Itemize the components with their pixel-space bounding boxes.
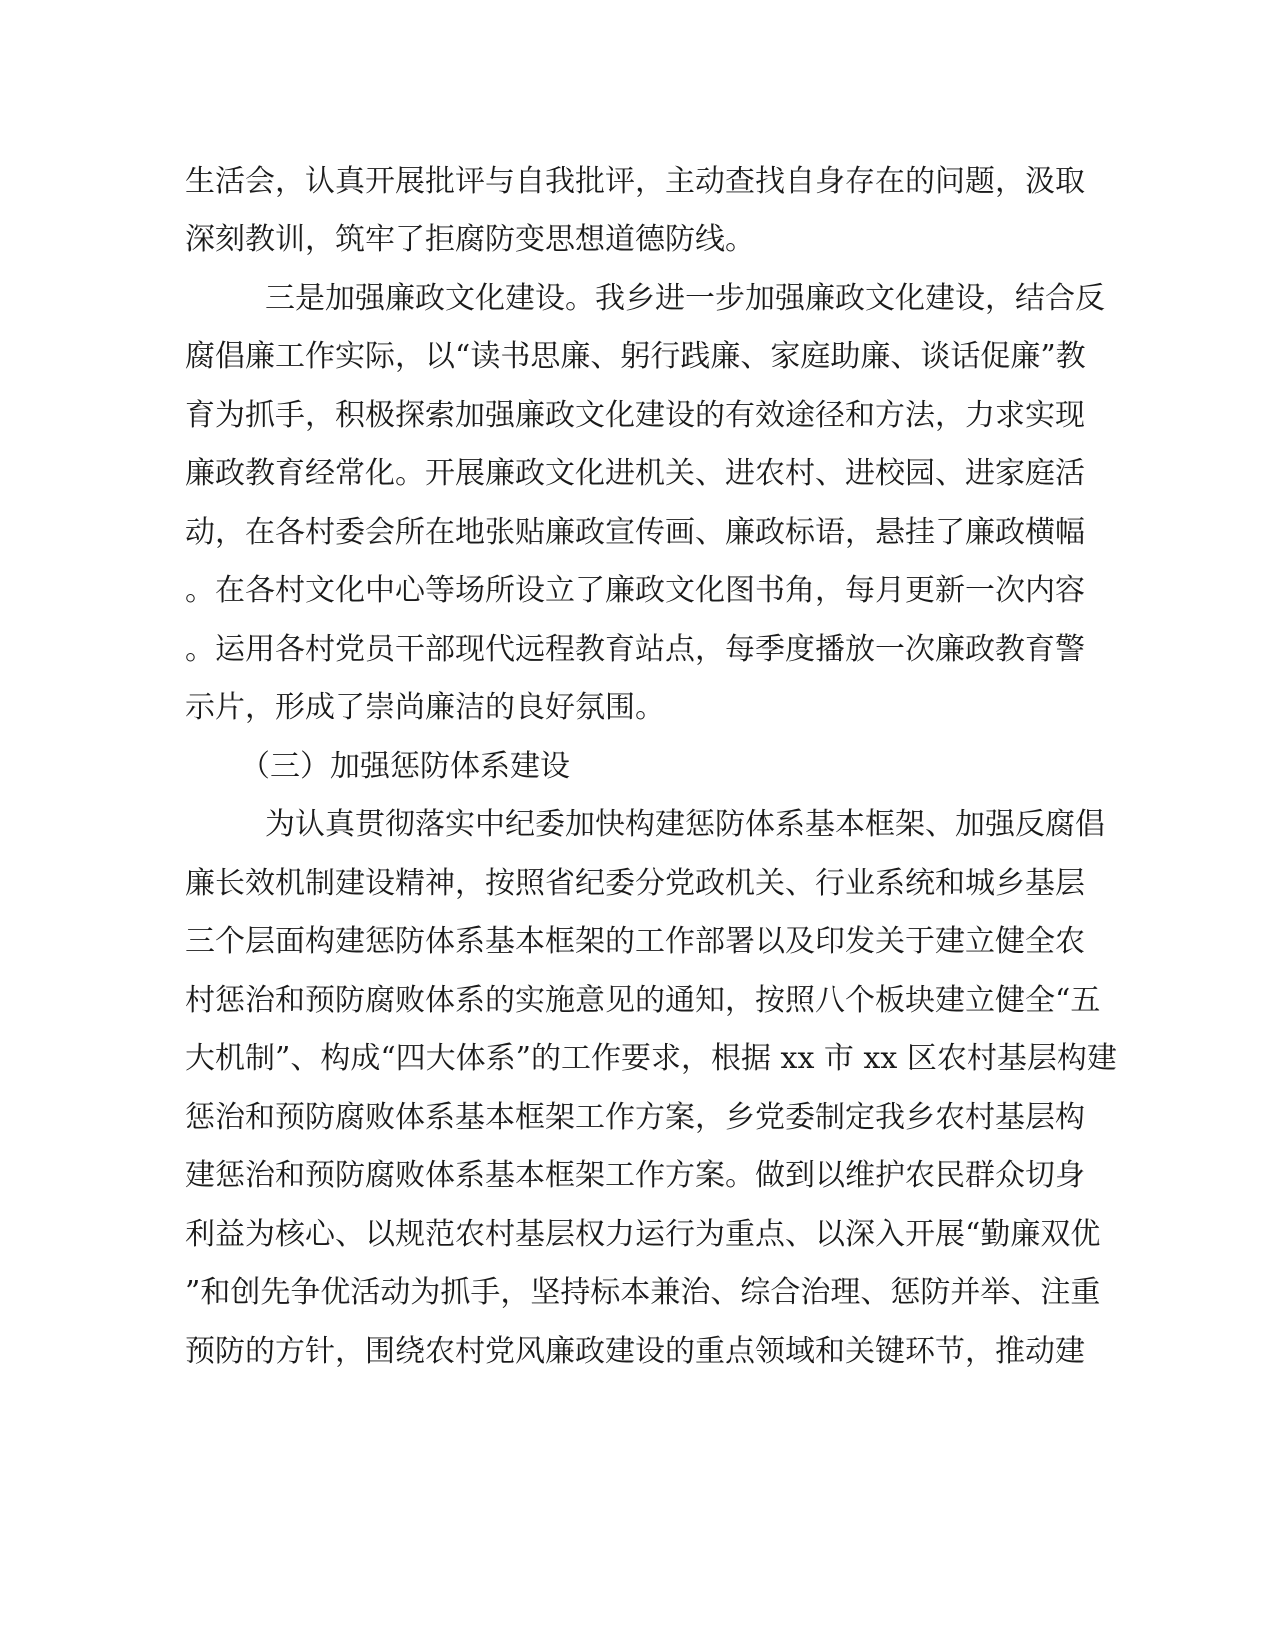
body-text-line: 示片，形成了崇尚廉洁的良好氛围。 (185, 690, 665, 725)
body-text-line: 惩治和预防腐败体系基本框架工作方案，乡党委制定我乡农村基层构 (185, 1100, 1085, 1135)
body-text-line: 深刻教训，筑牢了拒腐防变思想道德防线。 (185, 222, 755, 257)
body-text-line: 。在各村文化中心等场所设立了廉政文化图书角，每月更新一次内容 (185, 573, 1085, 608)
body-text-line: 生活会，认真开展批评与自我批评，主动查找自身存在的问题，汲取 (185, 164, 1085, 199)
paragraph-first-line: 为认真贯彻落实中纪委加快构建惩防体系基本框架、加强反腐倡 (265, 807, 1105, 842)
body-text-line: 廉长效机制建设精神，按照省纪委分党政机关、行业系统和城乡基层 (185, 866, 1085, 901)
body-text-line: 利益为核心、以规范农村基层权力运行为重点、以深入开展“勤廉双优 (185, 1217, 1101, 1252)
body-text-line: 村惩治和预防腐败体系的实施意见的通知，按照八个板块建立健全“五 (185, 983, 1101, 1018)
body-text-line: 育为抓手，积极探索加强廉政文化建设的有效途径和方法，力求实现 (185, 398, 1085, 433)
body-text-line: 动，在各村委会所在地张贴廉政宣传画、廉政标语，悬挂了廉政横幅 (185, 515, 1085, 550)
body-text-line: ”和创先争优活动为抓手，坚持标本兼治、综合治理、惩防并举、注重 (185, 1275, 1101, 1310)
section-heading: （三）加强惩防体系建设 (240, 749, 570, 784)
body-text-line: 大机制”、构成“四大体系”的工作要求，根据 xx 市 xx 区农村基层构建 (185, 1041, 1117, 1076)
body-text-line: 。运用各村党员干部现代远程教育站点，每季度播放一次廉政教育警 (185, 632, 1085, 667)
body-text-line: 腐倡廉工作实际，以“读书思廉、躬行践廉、家庭助廉、谈话促廉”教 (185, 339, 1086, 374)
paragraph-first-line: 三是加强廉政文化建设。我乡进一步加强廉政文化建设，结合反 (265, 281, 1105, 316)
body-text-line: 三个层面构建惩防体系基本框架的工作部署以及印发关于建立健全农 (185, 924, 1085, 959)
body-text-line: 预防的方针，围绕农村党风廉政建设的重点领域和关键环节，推动建 (185, 1334, 1085, 1369)
body-text-line: 建惩治和预防腐败体系基本框架工作方案。做到以维护农民群众切身 (185, 1158, 1085, 1193)
body-text-line: 廉政教育经常化。开展廉政文化进机关、进农村、进校园、进家庭活 (185, 456, 1085, 491)
